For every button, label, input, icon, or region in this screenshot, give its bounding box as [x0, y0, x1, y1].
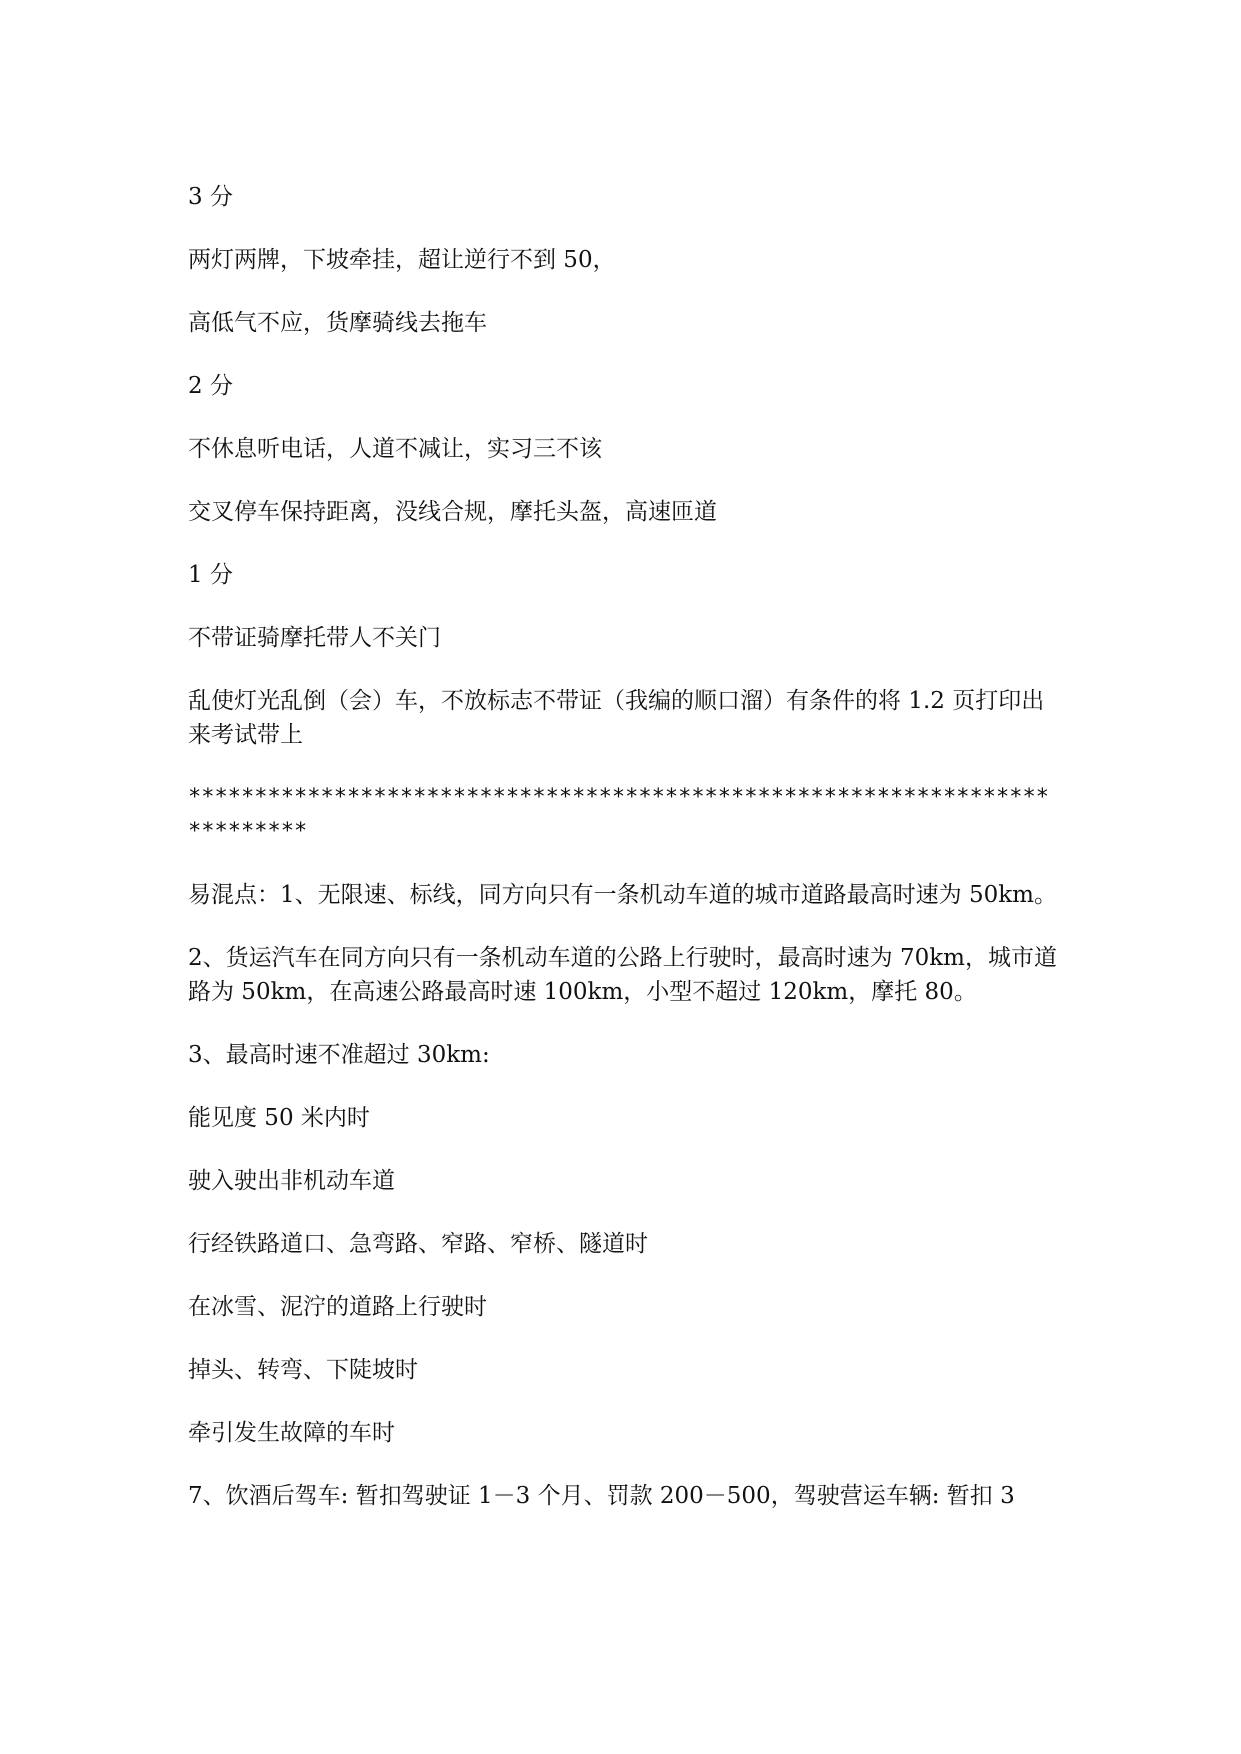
list-item: 在冰雪、泥泞的道路上行驶时: [188, 1294, 487, 1320]
asterisk-divider: **************************************************************************: [188, 785, 1049, 844]
score-heading-3: 3 分: [188, 184, 233, 210]
list-item: 行经铁路道口、急弯路、窄路、窄桥、隧道时: [188, 1231, 648, 1257]
paragraph: 2、货运汽车在同方向只有一条机动车道的公路上行驶时，最高时速为 70km，城市道路为 50km，在高速公路最高时速 100km，小型不超过 120km，摩托 80。: [188, 945, 1057, 1005]
paragraph: 高低气不应，货摩骑线去拖车: [188, 310, 487, 336]
paragraph: 3、最高时速不准超过 30km:: [188, 1042, 490, 1068]
list-item: 掉头、转弯、下陡坡时: [188, 1357, 418, 1383]
score-heading-1: 1 分: [188, 562, 233, 588]
paragraph: 易混点：1、无限速、标线，同方向只有一条机动车道的城市道路最高时速为 50km。: [188, 882, 1057, 908]
list-item: 驶入驶出非机动车道: [188, 1168, 395, 1194]
paragraph: 7、饮酒后驾车: 暂扣驾驶证 1－3 个月、罚款 200－500，驾驶营运车辆: 暂扣 3: [188, 1483, 1015, 1509]
paragraph: 不休息听电话，人道不减让，实习三不该: [188, 436, 602, 462]
paragraph: 不带证骑摩托带人不关门: [188, 625, 441, 651]
paragraph: 交叉停车保持距离，没线合规，摩托头盔，高速匝道: [188, 499, 717, 525]
score-heading-2: 2 分: [188, 373, 233, 399]
paragraph: 乱使灯光乱倒（会）车，不放标志不带证（我编的顺口溜）有条件的将 1.2 页打印出来考试带上: [188, 688, 1045, 748]
list-item: 牵引发生故障的车时: [188, 1420, 395, 1446]
paragraph: 两灯两牌，下坡牵挂，超让逆行不到 50，: [188, 247, 616, 273]
document-body: [188, 180, 1058, 1542]
list-item: 能见度 50 米内时: [188, 1105, 370, 1131]
